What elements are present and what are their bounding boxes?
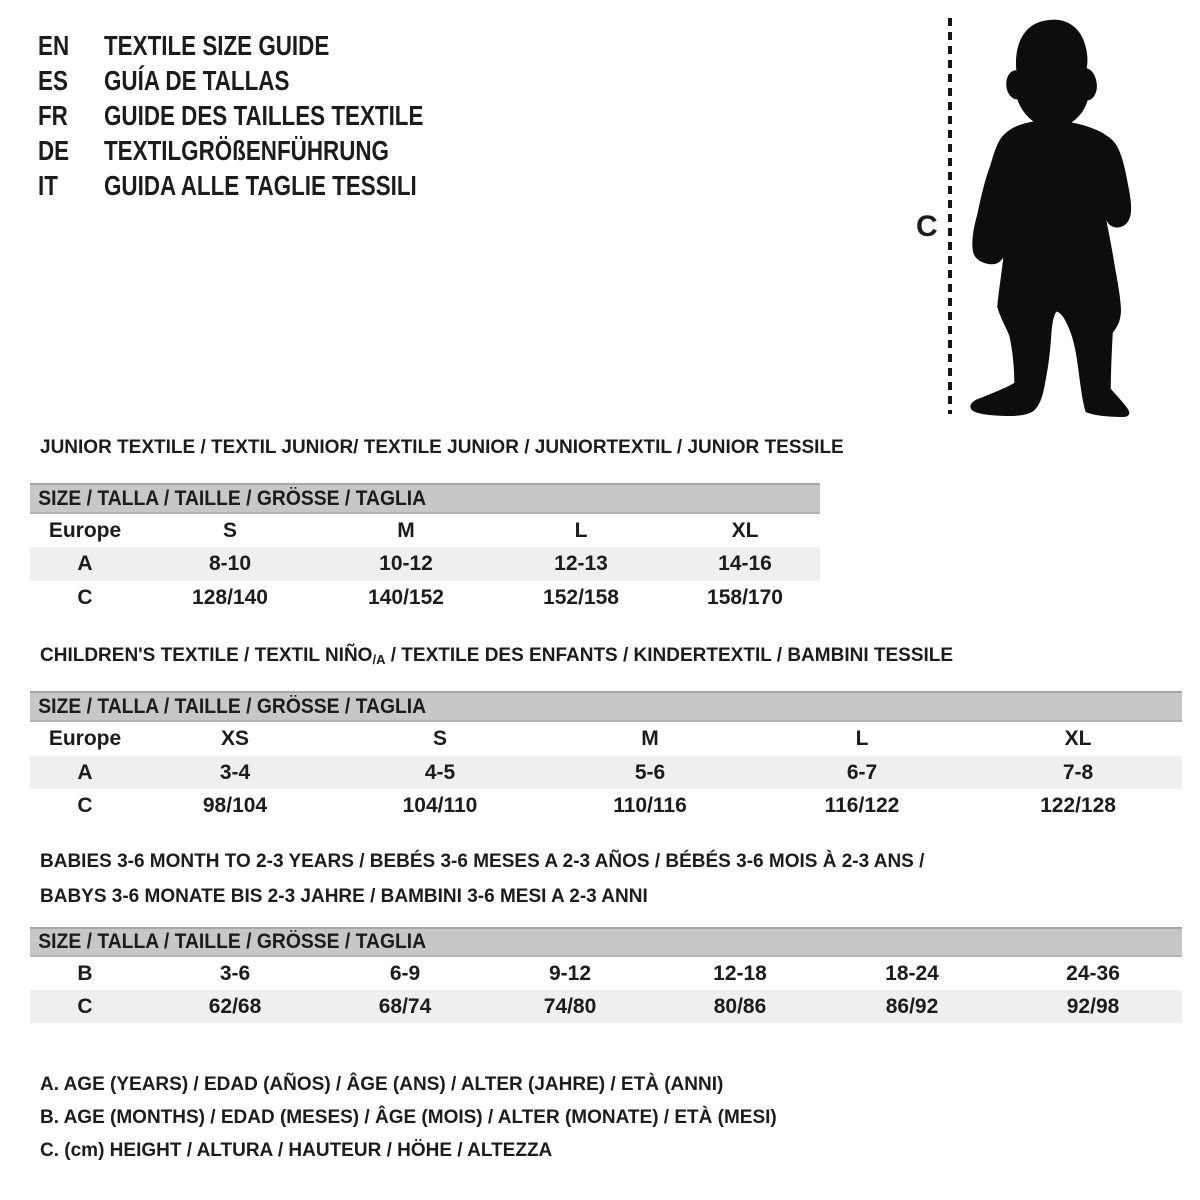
language-row-de bbox=[38, 133, 503, 168]
table-cell: 98/104 bbox=[202, 793, 268, 817]
junior-section-title: JUNIOR TEXTILE / TEXTIL JUNIOR/ TEXTILE JUNIOR / JUNIORTEXTIL / JUNIOR TESSILE bbox=[40, 437, 844, 458]
babies-section-title-line1: BABIES 3-6 MONTH TO 2-3 YEARS / BEBÉS 3-6 MESES A 2-3 AÑOS / BÉBÉS 3-6 MOIS À 2-3 ANS / bbox=[40, 851, 925, 872]
legend-line-c: C. (cm) HEIGHT / ALTURA / HAUTEUR / HÖHE / ALTEZZA bbox=[40, 1140, 553, 1161]
table-cell: XL bbox=[731, 518, 759, 542]
language-row-es bbox=[38, 63, 503, 98]
table-cell: 8-10 bbox=[140, 547, 320, 581]
table-cell: S bbox=[432, 727, 447, 750]
size-header-row bbox=[30, 928, 1182, 956]
table-cell: 6-9 bbox=[389, 961, 421, 985]
guide-title-text: TEXTILGRÖßENFÜHRUNG bbox=[104, 135, 389, 166]
table-cell: 152/158 bbox=[543, 585, 619, 609]
height-measure-dashed-line bbox=[948, 18, 952, 414]
table-cell: 86/92 bbox=[820, 990, 1004, 1023]
children-title-part1: CHILDREN'S TEXTILE / TEXTIL NIÑO bbox=[40, 645, 373, 666]
table-cell: 14-16 bbox=[670, 547, 820, 581]
row-label-cell: C bbox=[30, 990, 140, 1023]
table-row-c bbox=[30, 789, 1182, 822]
junior-size-table bbox=[30, 483, 820, 614]
guide-title bbox=[104, 170, 495, 201]
size-header-text: SIZE / TALLA / TAILLE / GRÖSSE / TAGLIA bbox=[38, 694, 427, 718]
table-row-b bbox=[30, 956, 1182, 990]
language-row-it bbox=[38, 168, 503, 203]
children-size-table bbox=[30, 691, 1182, 822]
table-row-c bbox=[30, 990, 1182, 1023]
size-header-row bbox=[30, 692, 1182, 721]
guide-title bbox=[104, 135, 460, 166]
table-cell: 7-8 bbox=[974, 756, 1182, 789]
table-cell: 5-6 bbox=[550, 756, 750, 789]
table-row-c bbox=[30, 581, 820, 614]
row-label-cell: A bbox=[30, 756, 140, 789]
table-cell: 68/74 bbox=[330, 990, 480, 1023]
table-cell: 9-12 bbox=[548, 961, 592, 985]
language-code bbox=[38, 168, 104, 203]
table-cell: M bbox=[641, 727, 659, 750]
guide-title-text: TEXTILE SIZE GUIDE bbox=[104, 30, 330, 61]
table-cell: M bbox=[397, 518, 415, 542]
language-code-text: ES bbox=[38, 65, 68, 96]
row-label-cell: Europe bbox=[48, 727, 122, 750]
babies-size-table bbox=[30, 927, 1182, 1023]
children-section-title bbox=[40, 645, 953, 671]
row-label-cell: B bbox=[77, 961, 93, 985]
legend-line-a: A. AGE (YEARS) / EDAD (AÑOS) / ÂGE (ANS) / ALTER (JAHRE) / ETÀ (ANNI) bbox=[40, 1074, 724, 1095]
children-title-part2: / TEXTILE DES ENFANTS / KINDERTEXTIL / BAMBINI TESSILE bbox=[385, 645, 954, 666]
table-cell: XS bbox=[220, 727, 249, 750]
table-cell: L bbox=[574, 518, 588, 542]
table-cell: 92/98 bbox=[1004, 990, 1182, 1023]
table-cell: 158/170 bbox=[707, 585, 783, 609]
language-code-text: DE bbox=[38, 135, 70, 166]
row-label-cell: C bbox=[77, 585, 93, 609]
row-label-cell: Europe bbox=[48, 518, 122, 542]
table-cell: 80/86 bbox=[660, 990, 820, 1023]
table-cell: 24-36 bbox=[1066, 961, 1120, 985]
guide-title-text: GUIDA ALLE TAGLIE TESSILI bbox=[104, 170, 417, 201]
language-row-en bbox=[38, 28, 503, 63]
row-label-cell: C bbox=[77, 793, 93, 817]
language-code bbox=[38, 133, 104, 168]
row-label-cell: A bbox=[30, 547, 140, 581]
table-cell: XL bbox=[1064, 727, 1092, 750]
table-cell: 18-24 bbox=[885, 961, 939, 985]
language-row-fr bbox=[38, 98, 503, 133]
language-title-list bbox=[38, 28, 503, 203]
table-cell: 12-13 bbox=[492, 547, 670, 581]
size-header-text: SIZE / TALLA / TAILLE / GRÖSSE / TAGLIA bbox=[38, 486, 427, 510]
table-row-europe bbox=[30, 721, 1182, 756]
language-code bbox=[38, 28, 104, 63]
babies-section-title-line2: BABYS 3-6 MONATE BIS 2-3 JAHRE / BAMBINI 3-6 MESI A 2-3 ANNI bbox=[40, 886, 648, 907]
table-row-europe bbox=[30, 513, 820, 547]
language-code bbox=[38, 98, 104, 133]
table-cell: 116/122 bbox=[824, 793, 900, 817]
table-cell: 104/110 bbox=[402, 793, 478, 817]
language-code-text: FR bbox=[38, 100, 68, 131]
guide-title-text: GUIDE DES TAILLES TEXTILE bbox=[104, 100, 424, 131]
guide-title bbox=[104, 65, 336, 96]
table-cell: 122/128 bbox=[1040, 793, 1116, 817]
table-row-a bbox=[30, 547, 820, 581]
size-header-row bbox=[30, 484, 820, 513]
legend-line-b: B. AGE (MONTHS) / EDAD (MESES) / ÂGE (MOIS) / ALTER (MONATE) / ETÀ (MESI) bbox=[40, 1107, 777, 1128]
table-cell: 110/116 bbox=[613, 793, 687, 817]
table-cell: S bbox=[222, 518, 237, 542]
guide-title-text: GUÍA DE TALLAS bbox=[104, 65, 290, 96]
language-code bbox=[38, 63, 104, 98]
table-cell: 140/152 bbox=[368, 585, 444, 609]
size-header-cell bbox=[30, 928, 1182, 956]
table-row-a bbox=[30, 756, 1182, 789]
guide-title bbox=[104, 100, 503, 131]
language-code-text: IT bbox=[38, 170, 58, 201]
size-header-cell bbox=[30, 692, 1182, 721]
table-cell: 3-4 bbox=[140, 756, 330, 789]
table-cell: 6-7 bbox=[750, 756, 974, 789]
measurement-legend bbox=[40, 1068, 777, 1167]
table-cell: 3-6 bbox=[219, 961, 251, 985]
baby-silhouette-icon bbox=[963, 16, 1141, 418]
table-cell: L bbox=[855, 727, 869, 750]
children-title-subscript: /A bbox=[372, 652, 386, 667]
table-cell: 62/68 bbox=[140, 990, 330, 1023]
size-header-text: SIZE / TALLA / TAILLE / GRÖSSE / TAGLIA bbox=[38, 930, 427, 953]
table-cell: 12-18 bbox=[713, 961, 767, 985]
language-code-text: EN bbox=[38, 30, 70, 61]
table-cell: 4-5 bbox=[330, 756, 550, 789]
table-cell: 128/140 bbox=[192, 585, 268, 609]
table-cell: 10-12 bbox=[320, 547, 492, 581]
height-measure-label: C bbox=[916, 210, 938, 243]
guide-title bbox=[104, 30, 386, 61]
table-cell: 74/80 bbox=[480, 990, 660, 1023]
size-header-cell bbox=[30, 484, 820, 513]
